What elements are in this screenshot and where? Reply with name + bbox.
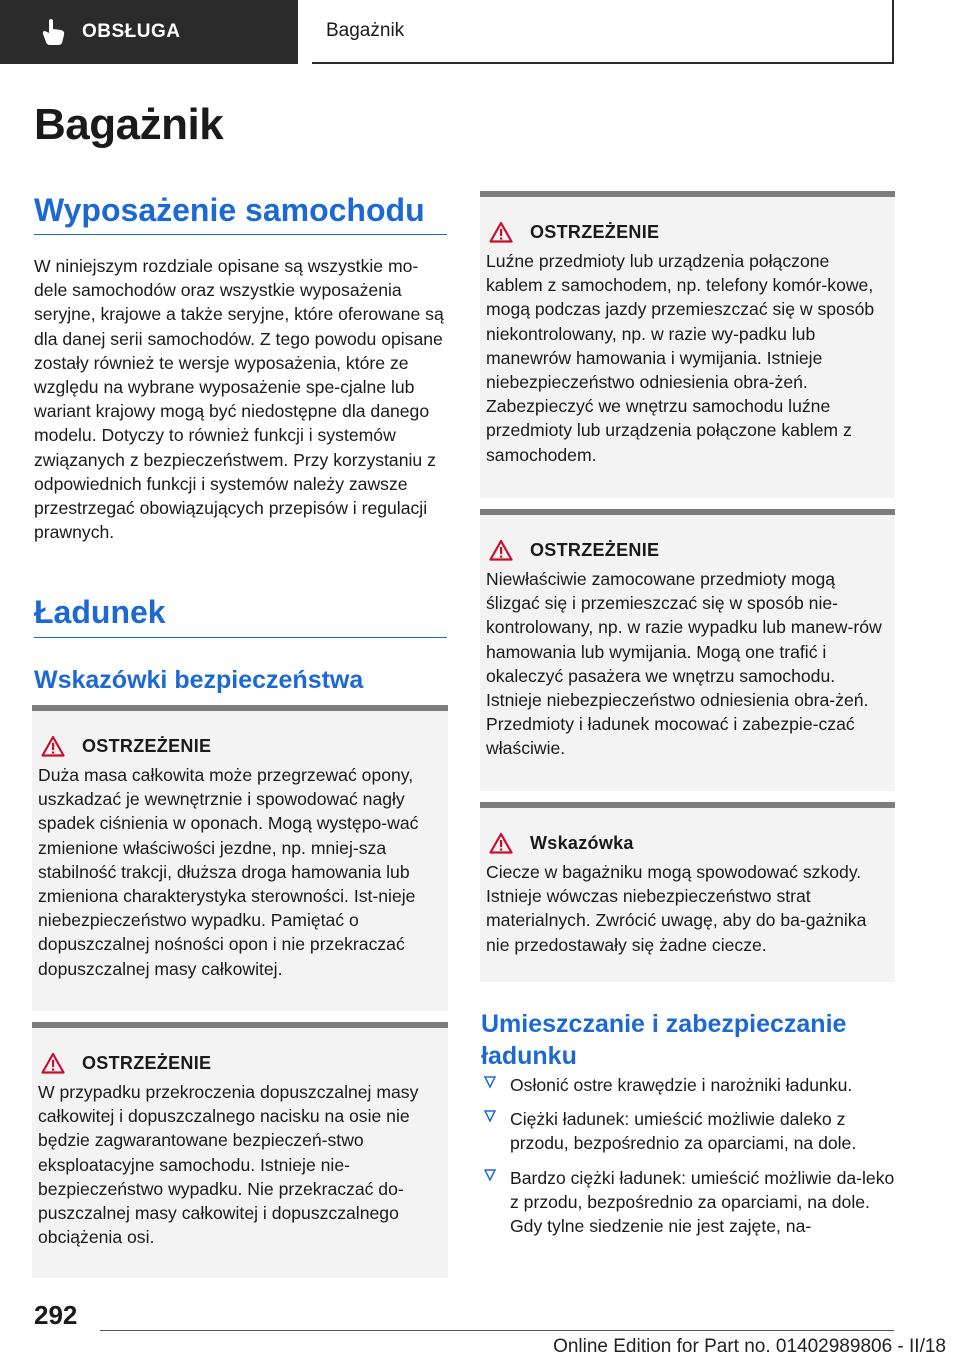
warning-triangle-icon xyxy=(41,1052,65,1074)
chapter-tab-label: Bagażnik xyxy=(326,20,405,41)
list-item-text: Osłonić ostre krawędzie i narożniki ładunku. xyxy=(510,1075,853,1095)
cargo-heading: Ładunek xyxy=(34,594,166,630)
footer-rule xyxy=(100,1330,894,1331)
warning-box-axle-load xyxy=(32,1022,448,1278)
note-box-liquids xyxy=(480,802,895,982)
equipment-heading-rule xyxy=(34,234,447,235)
warning-triangle-icon xyxy=(489,539,513,561)
cargo-heading-rule xyxy=(34,637,447,638)
note-header xyxy=(486,830,887,856)
warning-title: OSTRZEŻENIE xyxy=(530,221,660,242)
warning-triangle-icon xyxy=(489,832,513,854)
section-tab[interactable] xyxy=(0,0,298,64)
warning-header xyxy=(38,733,440,759)
safety-heading: Wskazówki bezpieczeństwa xyxy=(34,666,364,694)
page-title: Bagażnik xyxy=(34,100,224,149)
warning-box-tires xyxy=(32,705,448,1011)
list-item-text: Ciężki ładunek: umieścić możliwie daleko z przodu, bezpośrednio za oparciami, na dole. xyxy=(510,1109,857,1154)
warning-title: OSTRZEŻENIE xyxy=(82,735,212,756)
list-item-text: Bardzo ciężki ładunek: umieścić możliwie da-leko z przodu, bezpośrednio za oparciami, na dole. Gdy tylne siedzenie nie jest zajęte, na- xyxy=(510,1167,895,1237)
warning-box-loose-objects xyxy=(480,191,895,498)
warning-text: Luźne przedmioty lub urządzenia połączone kablem z samochodem, np. telefony komór-kowe, mogą podczas jazdy przemieszczać się w sposób niekontrolowany, np. w razie wy-padku lub manewrów hamowania i wymijania. Istnieje niebezpieczeństwo odniesienia obra-żeń. Zabezpieczyć we wnętrzu samochodu luźne przedmioty lub urządzenia połączone kablem z samochodem. xyxy=(486,251,875,465)
warning-triangle-icon xyxy=(489,221,513,243)
triangle-bullet-icon xyxy=(484,1075,496,1089)
page-number: 292 xyxy=(34,1300,78,1330)
securing-heading: Umieszczanie i zabezpieczanie ładunku xyxy=(481,1010,847,1070)
equipment-text: W niniejszym rozdziale opisane są wszystkie mo-dele samochodów oraz wszystkie wyposażenia seryjne, krajowe a także seryjne, które oferowane są dla danej serii samochodów. Z tego powodu opisane zostały również te wersje wyposażenia, które ze względu na wybrane wyposażenie spe-cjalne lub wariant krajowy mogą być niedostępne dla danego modelu. Dotyczy to również funkcji i systemów związanych z bezpieczeństwem. Przy korzystaniu z odpowiednich funkcji i systemów należy zawsze przestrzegać obowiązujących przepisów i regulacji prawnych. xyxy=(34,256,444,543)
edition-footer: Online Edition for Part no. 01402989806 - II/18 xyxy=(553,1336,946,1357)
triangle-bullet-icon xyxy=(484,1168,496,1182)
warning-text: Duża masa całkowita może przegrzewać opony, uszkadzać je wewnętrznie i spowodować nagły spadek ciśnienia w oponach. Mogą występo-wać zmienione właściwości jezdne, np. mniej-sza stabilność trakcji, dłuższa droga hamowania lub zmieniona charakterystyka sterowności. Ist-nieje niebezpieczeństwo wypadku. Pamiętać o dopuszczalnej nośności opon i nie przekraczać dopuszczalnej masy całkowitej. xyxy=(38,765,419,979)
section-tab-label: OBSŁUGA xyxy=(82,21,181,42)
warning-header xyxy=(486,537,887,563)
equipment-heading: Wyposażenie samochodu xyxy=(34,192,425,228)
note-title: Wskazówka xyxy=(530,832,634,853)
triangle-bullet-icon xyxy=(484,1109,496,1123)
warning-box-fastening xyxy=(480,509,895,791)
warning-title: OSTRZEŻENIE xyxy=(530,539,660,560)
warning-text: W przypadku przekroczenia dopuszczalnej masy całkowitej i dopuszczalnego nacisku na osie nie będzie zagwarantowane bezpieczeń-stwo eksploatacyjne samochodu. Istnieje nie-bezpieczeństwo wypadku. Nie przekraczać do-puszczalnej masy całkowitej i dopuszczalnego obciążenia osi. xyxy=(38,1082,419,1248)
warning-header xyxy=(486,219,887,245)
note-text: Ciecze w bagażniku mogą spowodować szkody. Istnieje wówczas niebezpieczeństwo strat materialnych. Zwrócić uwagę, aby do ba-gażnika nie przedostawały się żadne ciecze. xyxy=(486,862,867,955)
warning-triangle-icon xyxy=(41,735,65,757)
securing-list xyxy=(482,1073,902,1248)
pointing-hand-icon xyxy=(40,18,66,46)
list-item xyxy=(482,1073,902,1097)
list-item xyxy=(482,1166,902,1239)
warning-title: OSTRZEŻENIE xyxy=(82,1052,212,1073)
list-item xyxy=(482,1107,902,1155)
chapter-tab[interactable] xyxy=(312,0,894,64)
warning-header xyxy=(38,1050,440,1076)
warning-text: Niewłaściwie zamocowane przedmioty mogą ślizgać się i przemieszczać się w sposób nie-kontrolowany, np. w razie wypadku lub manew-rów hamowania lub wymijania. Mogą one trafić i okaleczyć pasażera we wnętrzu samochodu. Istnieje niebezpieczeństwo odniesienia obra-żeń. Przedmioty i ładunek mocować i zabezpie-czać właściwie. xyxy=(486,569,882,759)
